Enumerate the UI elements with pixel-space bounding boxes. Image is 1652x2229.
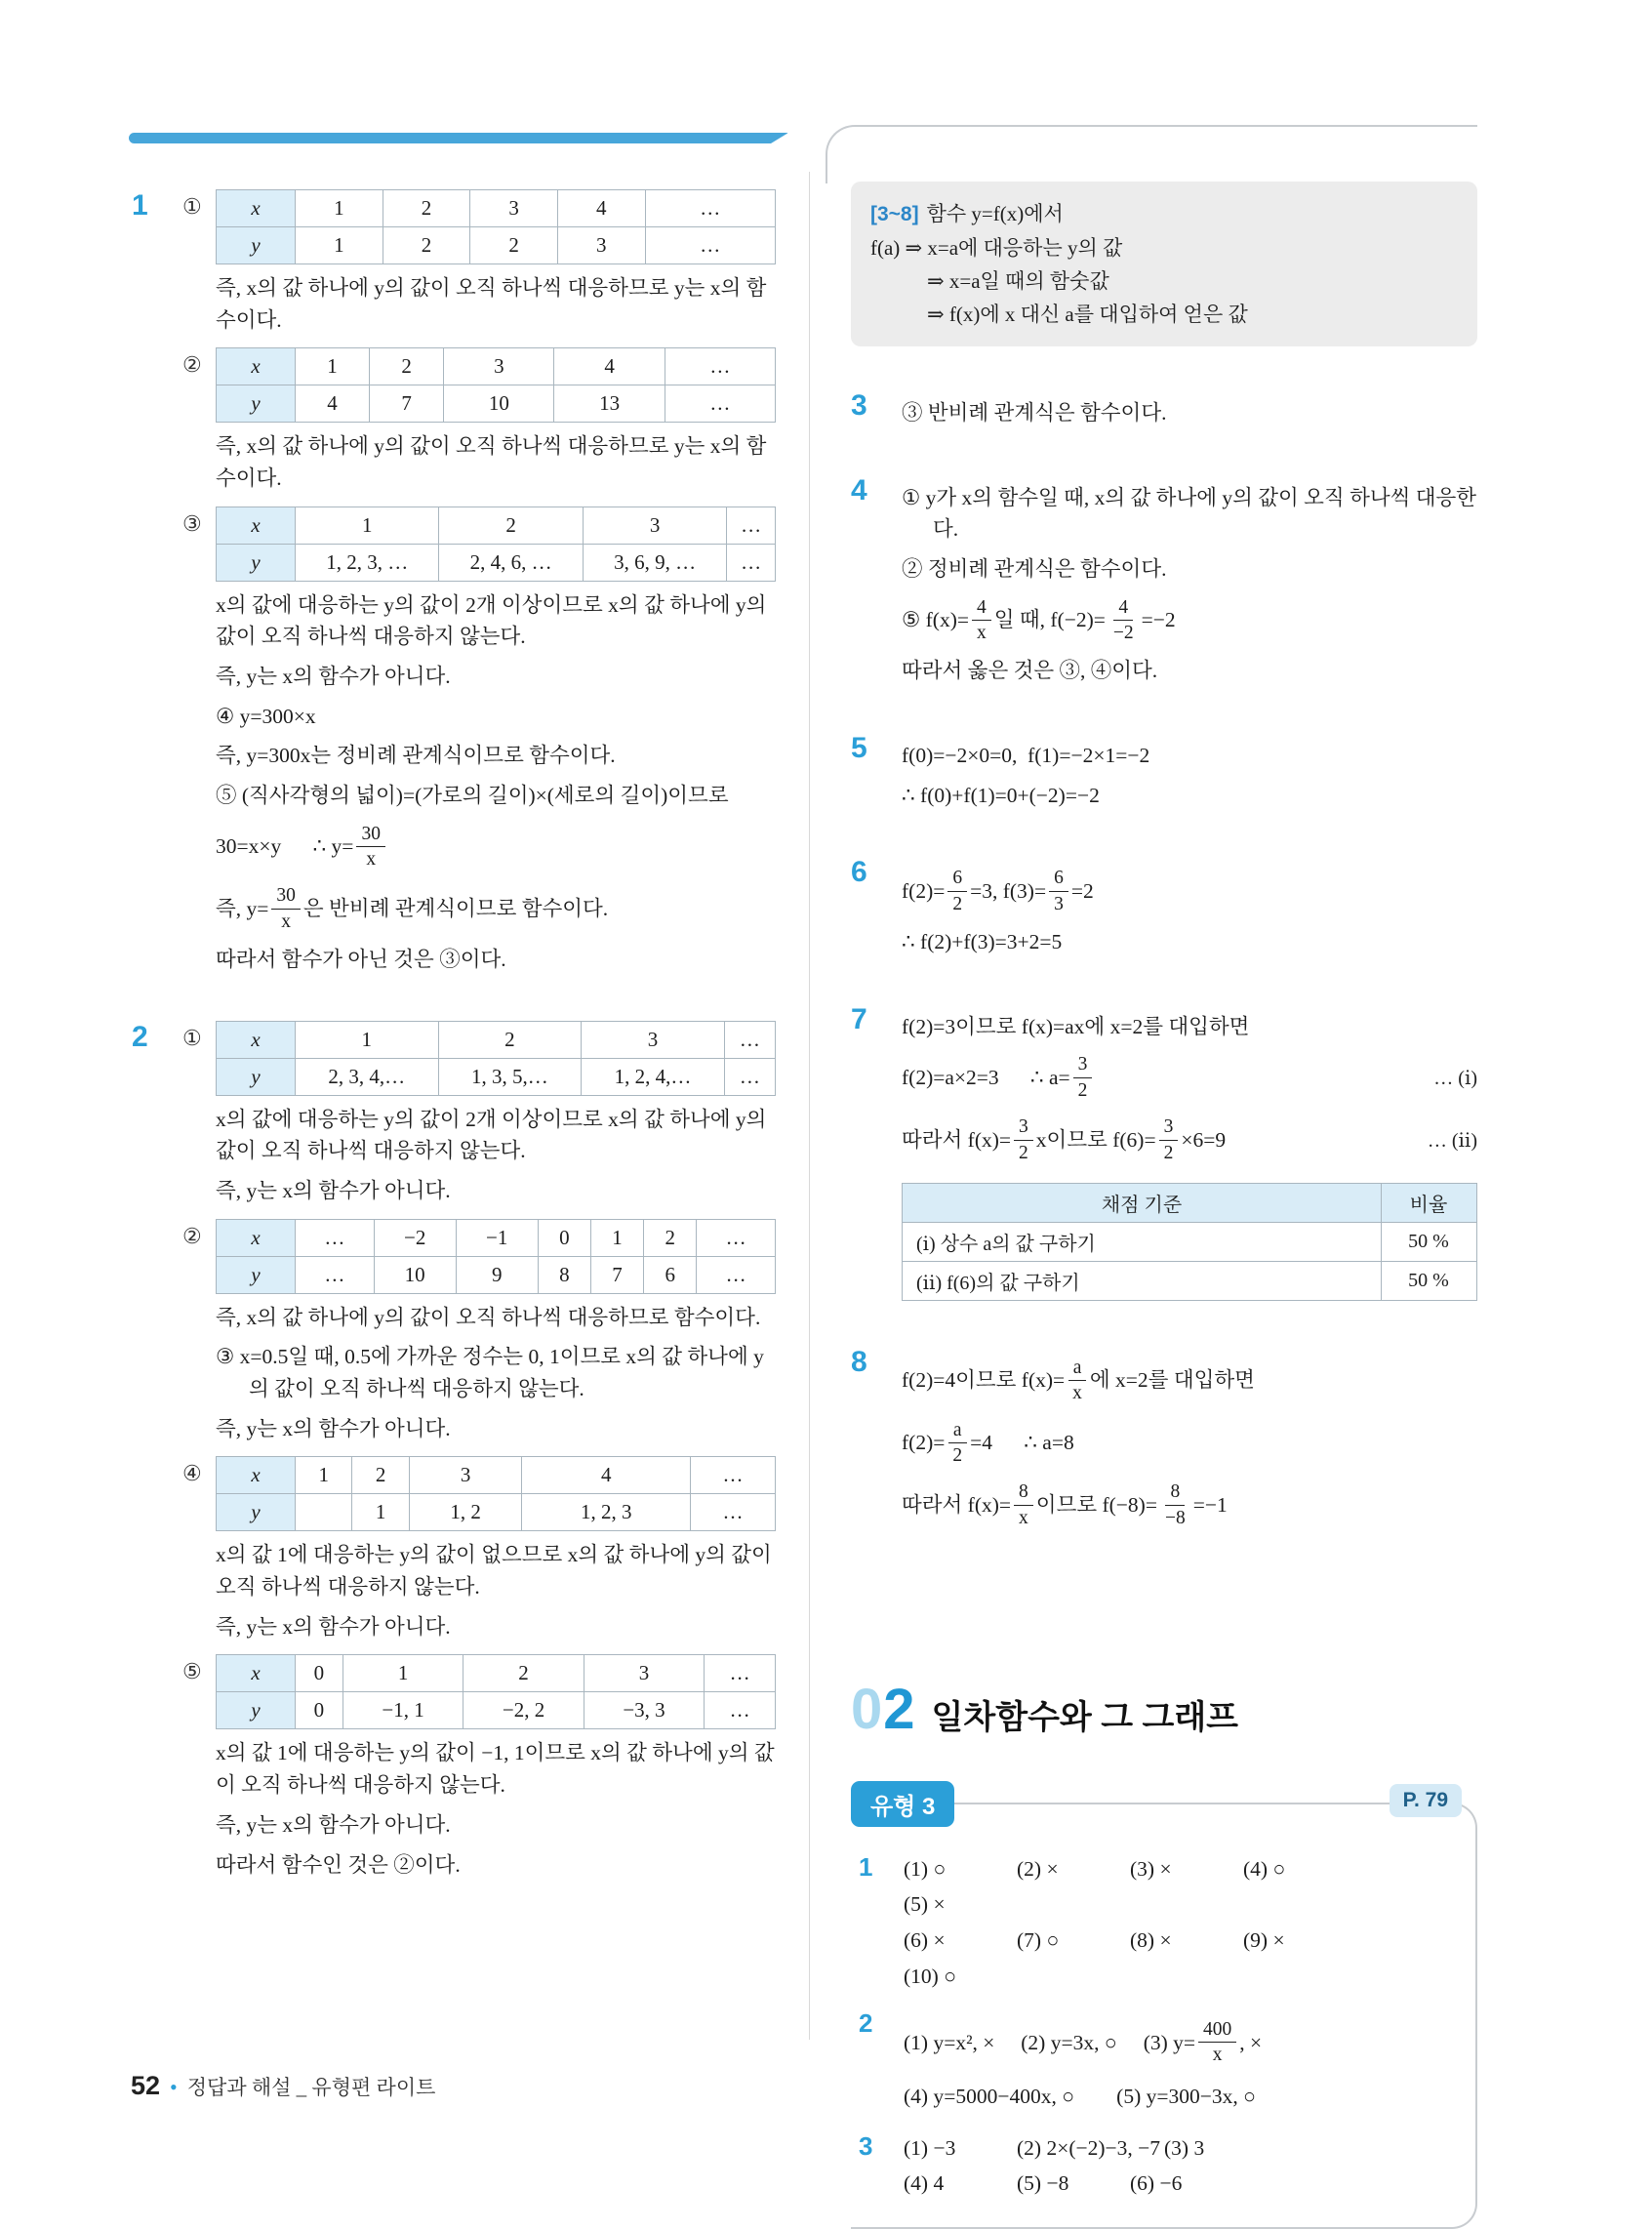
- cell: 10: [374, 1256, 456, 1293]
- data-table: [216, 1021, 776, 1096]
- answer-line: [904, 2015, 1458, 2070]
- cell: …: [705, 1692, 776, 1729]
- table-row-y: [217, 1058, 776, 1095]
- table-row-y: [217, 385, 776, 423]
- problem-8: [851, 1346, 1477, 1532]
- page-number: 52: [131, 2071, 161, 2100]
- table-item: [182, 1654, 776, 1729]
- table-row-x: [217, 1219, 776, 1256]
- math-text: =3, f(3)=: [970, 878, 1047, 903]
- cell: 3: [470, 190, 558, 227]
- grading-header-row: [903, 1183, 1477, 1222]
- section-header: [851, 1677, 1477, 1742]
- var-x-cell: x: [217, 1219, 296, 1256]
- solution-text: x의 값에 대응하는 y의 값이 2개 이상이므로 x의 값 하나에 y의 값이 오직 하나씩 대응하지 않는다.: [216, 1107, 772, 1163]
- math-text: f(2)=a×2=3 ∴ a=: [902, 1065, 1070, 1089]
- cell: …: [697, 1256, 776, 1293]
- fraction: $\frac{4}{-2}$: [1112, 596, 1134, 644]
- conclusion-text: 따라서 함수인 것은 ②이다.: [216, 1852, 461, 1877]
- math-text: 따라서 f(x)=: [902, 1127, 1012, 1152]
- conclusion-text: 따라서 함수가 아닌 것은 ③이다.: [216, 948, 506, 972]
- math-text: f(2)=: [902, 878, 946, 903]
- grading-ratio-header: 비율: [1382, 1183, 1477, 1222]
- fraction: $\frac{3}{2}$: [1014, 1114, 1033, 1165]
- data-table: [216, 1654, 776, 1729]
- cell: −3, 3: [584, 1692, 704, 1729]
- cell: 6: [644, 1256, 697, 1293]
- answer-line: [904, 2078, 1458, 2117]
- cell: (4) 4: [904, 2171, 945, 2196]
- grading-criteria-header: 채점 기준: [903, 1183, 1382, 1222]
- cell: …: [645, 190, 775, 227]
- cell: 1: [342, 1655, 463, 1692]
- item-marker: ④: [182, 1461, 202, 1486]
- problem-number: 6: [851, 856, 867, 889]
- cell: 1: [296, 227, 383, 264]
- column-divider: [809, 172, 810, 2040]
- cell: …: [665, 385, 775, 423]
- solution-text: ① y가 x의 함수일 때, x의 값 하나에 y의 값이 오직 하나씩 대응한다.: [902, 485, 1477, 542]
- footer-dot: •: [170, 2075, 178, 2099]
- solution-text: f(2)=3이므로 f(x)=ax에 x=2를 대입하면: [902, 1014, 1250, 1038]
- step-tag: … (ⅰ): [1433, 1067, 1477, 1089]
- answer-line: [904, 2130, 1458, 2167]
- answer-problem-2: [859, 2007, 1458, 2117]
- type-3-answer-box: [851, 1788, 1477, 2229]
- var-y-cell: y: [217, 544, 296, 581]
- math-expression: [902, 1113, 1226, 1167]
- fraction: $\frac{8}{x}$: [1014, 1479, 1033, 1530]
- cell: 2: [470, 227, 558, 264]
- page-footer: [131, 2071, 435, 2101]
- math-line: [902, 1416, 1477, 1471]
- step-tag: … (ⅱ): [1427, 1129, 1477, 1152]
- math-line: [902, 1354, 1477, 1408]
- cell: 1: [296, 1457, 352, 1494]
- cell: …: [705, 1655, 776, 1692]
- cell: 3: [583, 507, 726, 544]
- problem-body: [182, 1021, 776, 1881]
- note-line: ⇒ x=a일 때의 함숫값: [927, 269, 1109, 294]
- cell: 0: [296, 1692, 343, 1729]
- math-text: 따라서 f(x)=: [902, 1492, 1012, 1517]
- math-text: ×6=9: [1181, 1127, 1227, 1152]
- answer-problem-1: [859, 1851, 1458, 1994]
- cell: (1) ○: [904, 1856, 947, 1881]
- cell: 7: [590, 1256, 643, 1293]
- solution-text: 즉, x의 값 하나에 y의 값이 오직 하나씩 대응하므로 y는 x의 함수이다.: [216, 434, 767, 491]
- var-y-cell: y: [217, 1494, 296, 1531]
- math-text: =−1: [1192, 1492, 1228, 1517]
- math-text: (1) y=x², × (2) y=3x, ○ (3) y=: [904, 2030, 1196, 2054]
- cell: 2, 3, 4,…: [296, 1058, 439, 1095]
- cell: 2: [383, 190, 470, 227]
- cell: 3: [409, 1457, 522, 1494]
- var-y-cell: y: [217, 1692, 296, 1729]
- item-marker: ①: [182, 1025, 202, 1050]
- cell: 8: [538, 1256, 590, 1293]
- cell: 4: [522, 1457, 691, 1494]
- answer-line: [904, 1923, 1458, 1994]
- cell: 0: [538, 1219, 590, 1256]
- solution-text: 즉, x의 값 하나에 y의 값이 오직 하나씩 대응하므로 y는 x의 함수이다.: [216, 276, 767, 332]
- cell: 1: [296, 507, 439, 544]
- data-table: [216, 507, 776, 582]
- math-text: 에 x=2를 대입하면: [1089, 1368, 1255, 1393]
- grading-table: [902, 1183, 1477, 1301]
- var-x-cell: x: [217, 1021, 296, 1058]
- cell: …: [665, 348, 775, 385]
- math-text: 즉, y=: [216, 896, 269, 920]
- cell: 2, 4, 6, …: [439, 544, 583, 581]
- grading-ratio: 50 %: [1382, 1222, 1477, 1261]
- data-table: [216, 347, 776, 423]
- fraction: $\frac{a}{2}$: [947, 1418, 967, 1469]
- cell: 1, 2, 4,…: [582, 1058, 725, 1095]
- cell: …: [690, 1457, 775, 1494]
- cell: (7) ○: [1017, 1928, 1060, 1953]
- math-text: x이므로 f(6)=: [1035, 1127, 1156, 1152]
- solution-text: x의 값 1에 대응하는 y의 값이 없으므로 x의 값 하나에 y의 값이 오직 하나씩 대응하지 않는다.: [216, 1543, 778, 1600]
- fraction: $\frac{8}{-8}$: [1164, 1481, 1186, 1528]
- note-range-tag: [3~8]: [870, 203, 919, 225]
- answer-number: 3: [859, 2130, 873, 2161]
- solution-text: ⑤ (직사각형의 넓이)=(가로의 길이)×(세로의 길이)이므로: [216, 784, 729, 808]
- fraction: $\frac{6}{3}$: [1049, 866, 1068, 916]
- answer-number: 2: [859, 2008, 873, 2039]
- cell: (8) ×: [1130, 1928, 1172, 1953]
- fraction: $\frac{3}{2}$: [1073, 1052, 1093, 1103]
- top-gray-curve: [826, 125, 1477, 183]
- math-text: =2: [1070, 878, 1094, 903]
- math-text: (4) y=5000−400x, ○ (5) y=300−3x, ○: [904, 2085, 1257, 2109]
- problem-number: 5: [851, 732, 867, 765]
- table-row-y: [217, 1494, 776, 1531]
- data-table: [216, 1456, 776, 1531]
- cell: 1: [296, 1021, 439, 1058]
- solution-text: x의 값에 대응하는 y의 값이 2개 이상이므로 x의 값 하나에 y의 값이 오직 하나씩 대응하지 않는다.: [216, 592, 772, 649]
- cell: (5) −8: [1017, 2171, 1069, 2196]
- cell: 1, 2: [409, 1494, 522, 1531]
- solution-text: x의 값 1에 대응하는 y의 값이 −1, 1이므로 x의 값 하나에 y의 값이 오직 하나씩 대응하지 않는다.: [216, 1741, 775, 1798]
- cell: 0: [296, 1655, 343, 1692]
- var-y-cell: y: [217, 1256, 296, 1293]
- grading-criteria: (ⅰ) 상수 a의 값 구하기: [903, 1222, 1382, 1261]
- solution-text: 즉, y는 x의 함수가 아니다.: [216, 1812, 451, 1837]
- answer-line: [904, 2166, 1458, 2202]
- fraction: $\frac{30}{x}$: [356, 822, 385, 872]
- math-line: [902, 1478, 1477, 1532]
- cell: (6) ×: [904, 1928, 946, 1953]
- cell: 7: [370, 385, 444, 423]
- cell: (3) 3: [1164, 2135, 1205, 2160]
- cell: 4: [554, 348, 665, 385]
- math-text: , ×: [1239, 2030, 1263, 2054]
- type-badge: 유형 3: [851, 1781, 954, 1827]
- math-text: 이므로 f(−8)=: [1035, 1492, 1157, 1517]
- table-row-x: [217, 1021, 776, 1058]
- math-line: [902, 1050, 1477, 1105]
- math-line: [216, 820, 776, 874]
- solution-text: ③ x=0.5일 때, 0.5에 가까운 정수는 0, 1이므로 x의 값 하나에 y의 값이 오직 하나씩 대응하지 않는다.: [216, 1345, 764, 1401]
- note-line: [870, 197, 1458, 231]
- note-text: 함수 y=f(x)에서: [926, 202, 1064, 225]
- math-text: f(2)=: [902, 1431, 946, 1455]
- cell: 3: [582, 1021, 725, 1058]
- table-row-x: [217, 348, 776, 385]
- solution-text: 즉, y는 x의 함수가 아니다.: [216, 1614, 451, 1639]
- var-x-cell: x: [217, 190, 296, 227]
- math-expression: [902, 1050, 1095, 1105]
- table-item: [182, 1456, 776, 1531]
- table-row-y: [217, 227, 776, 264]
- cell: 2: [370, 348, 444, 385]
- solution-text: ∴ f(0)+f(1)=0+(−2)=−2: [902, 783, 1100, 807]
- math-line: [902, 593, 1477, 648]
- cell: (3) ×: [1130, 1856, 1172, 1881]
- problem-number: 2: [132, 1020, 148, 1053]
- solution-text: 즉, y는 x의 함수가 아니다.: [216, 1179, 451, 1203]
- fraction: $\frac{30}{x}$: [271, 883, 301, 934]
- cell: 1: [590, 1219, 643, 1256]
- item-marker: ②: [182, 1223, 202, 1248]
- problem-4: [851, 474, 1477, 687]
- math-text: =−2: [1141, 608, 1176, 632]
- math-line: [902, 1113, 1477, 1167]
- cell: −1, 1: [342, 1692, 463, 1729]
- cell: …: [724, 1021, 775, 1058]
- cell: (9) ×: [1243, 1928, 1285, 1953]
- cell: (6) −6: [1130, 2171, 1183, 2196]
- fraction: $\frac{a}{x}$: [1068, 1356, 1087, 1406]
- table-item: [182, 189, 776, 264]
- table-row-x: [217, 1655, 776, 1692]
- cell: (10) ○: [904, 1964, 957, 1988]
- math-line: [216, 881, 776, 936]
- table-item: [182, 1021, 776, 1096]
- cell: −2: [374, 1219, 456, 1256]
- grading-row: [903, 1222, 1477, 1261]
- cell: −2, 2: [463, 1692, 584, 1729]
- var-x-cell: x: [217, 1457, 296, 1494]
- problem-number: 7: [851, 1002, 867, 1035]
- var-x-cell: x: [217, 348, 296, 385]
- note-line: ⇒ f(x)에 x 대신 a를 대입하여 얻은 값: [927, 303, 1248, 327]
- page-ref-badge: P. 79: [1390, 1784, 1462, 1817]
- solution-text: ④ y=300×x: [216, 704, 316, 728]
- cell: (4) ○: [1243, 1856, 1286, 1881]
- item-marker: ②: [182, 352, 202, 378]
- table-item: [182, 507, 776, 582]
- table-row-x: [217, 507, 776, 544]
- cell: (5) ×: [904, 1892, 946, 1917]
- cell: 1, 3, 5,…: [438, 1058, 582, 1095]
- cell: 4: [296, 385, 370, 423]
- math-text: 30=x×y ∴ y=: [216, 834, 354, 859]
- fraction: $\frac{400}{x}$: [1198, 2017, 1236, 2068]
- cell: (2) 2×(−2)−3, −7: [1017, 2135, 1161, 2160]
- var-y-cell: y: [217, 1058, 296, 1095]
- cell: …: [727, 507, 776, 544]
- cell: 1, 2, 3, …: [296, 544, 439, 581]
- cell: …: [296, 1256, 375, 1293]
- item-marker: ③: [182, 510, 202, 536]
- cell: …: [697, 1219, 776, 1256]
- answer-number: 1: [859, 1851, 873, 1882]
- table-row-x: [217, 1457, 776, 1494]
- problem-number: 8: [851, 1345, 867, 1378]
- top-blue-bar: [129, 133, 788, 143]
- table-item: [182, 1219, 776, 1294]
- cell: 2: [383, 227, 470, 264]
- solution-text: f(0)=−2×0=0, f(1)=−2×1=−2: [902, 744, 1150, 768]
- problem-2: [132, 1021, 776, 1881]
- cell: 3: [557, 227, 645, 264]
- math-text: =4 ∴ a=8: [970, 1431, 1074, 1455]
- solution-text: 즉, x의 값 하나에 y의 값이 오직 하나씩 대응하므로 함수이다.: [216, 1305, 761, 1329]
- cell: 2: [352, 1457, 409, 1494]
- problem-5: [851, 732, 1477, 811]
- cell: …: [724, 1058, 775, 1095]
- var-y-cell: y: [217, 227, 296, 264]
- solution-text: ② 정비례 관계식은 함수이다.: [902, 557, 1167, 582]
- footer-text: 정답과 해설 _ 유형편 라이트: [186, 2076, 436, 2099]
- cell: −1: [456, 1219, 538, 1256]
- note-line: f(a) ⇒ x=a에 대응하는 y의 값: [870, 236, 1123, 261]
- var-x-cell: x: [217, 1655, 296, 1692]
- fraction: $\frac{6}{2}$: [947, 866, 967, 916]
- cell: 1, 2, 3: [522, 1494, 691, 1531]
- table-row-y: [217, 1256, 776, 1293]
- problem-7: [851, 1003, 1477, 1301]
- cell: 2: [439, 507, 583, 544]
- problem-number: 3: [851, 389, 867, 423]
- var-x-cell: x: [217, 507, 296, 544]
- cell: (1) −3: [904, 2135, 956, 2160]
- item-marker: ⑤: [182, 1659, 202, 1684]
- solution-text: ③ 반비례 관계식은 함수이다.: [902, 401, 1167, 426]
- right-column: [851, 182, 1477, 2229]
- cell: …: [690, 1494, 775, 1531]
- cell: 13: [554, 385, 665, 423]
- reference-note-box: [851, 182, 1477, 346]
- cell: 1: [296, 190, 383, 227]
- cell: 3: [584, 1655, 704, 1692]
- solution-text: 즉, y는 x의 함수가 아니다.: [216, 1416, 451, 1440]
- fraction: $\frac{3}{2}$: [1159, 1114, 1179, 1165]
- cell: 2: [463, 1655, 584, 1692]
- cell: …: [645, 227, 775, 264]
- math-text: 일 때, f(−2)=: [993, 608, 1106, 632]
- table-row-y: [217, 544, 776, 581]
- cell: 2: [644, 1219, 697, 1256]
- cell: 1: [296, 348, 370, 385]
- data-table: [216, 189, 776, 264]
- math-text: ⑤ f(x)=: [902, 608, 970, 632]
- cell: 10: [444, 385, 554, 423]
- cell: …: [727, 544, 776, 581]
- answer-line: [904, 1851, 1458, 1923]
- table-item: [182, 347, 776, 423]
- cell: 9: [456, 1256, 538, 1293]
- problem-1: [132, 189, 776, 976]
- cell: 4: [557, 190, 645, 227]
- conclusion-text: 따라서 옳은 것은 ③, ④이다.: [902, 659, 1158, 683]
- problem-number: 1: [132, 189, 148, 222]
- math-text: f(2)=4이므로 f(x)=: [902, 1368, 1066, 1393]
- grading-row: [903, 1261, 1477, 1300]
- fraction: $\frac{4}{x}$: [972, 595, 991, 646]
- grading-criteria: (ⅱ) f(6)의 값 구하기: [903, 1261, 1382, 1300]
- cell: 1: [352, 1494, 409, 1531]
- cell: …: [296, 1219, 375, 1256]
- problem-6: [851, 856, 1477, 957]
- math-line: [902, 864, 1477, 918]
- solution-text: 즉, y=300x는 정비례 관계식이므로 함수이다.: [216, 744, 616, 768]
- grading-ratio: 50 %: [1382, 1261, 1477, 1300]
- solution-text: 즉, y는 x의 함수가 아니다.: [216, 665, 451, 689]
- data-table: [216, 1219, 776, 1294]
- cell: (2) ×: [1017, 1856, 1059, 1881]
- var-y-cell: y: [217, 385, 296, 423]
- problem-number: 4: [851, 473, 867, 507]
- cell: [296, 1494, 352, 1531]
- problem-body: [182, 189, 776, 976]
- problem-3: [851, 389, 1477, 429]
- cell: 2: [438, 1021, 582, 1058]
- item-marker: ①: [182, 194, 202, 219]
- cell: 3, 6, 9, …: [583, 544, 726, 581]
- solution-text: ∴ f(2)+f(3)=3+2=5: [902, 930, 1063, 954]
- section-number: 02: [851, 1677, 916, 1741]
- cell: 3: [444, 348, 554, 385]
- table-row-x: [217, 190, 776, 227]
- section-title: 일차함수와 그 그래프: [931, 1698, 1239, 1736]
- left-column: [132, 189, 776, 1881]
- math-text: 은 반비례 관계식이므로 함수이다.: [302, 896, 609, 920]
- table-row-y: [217, 1692, 776, 1729]
